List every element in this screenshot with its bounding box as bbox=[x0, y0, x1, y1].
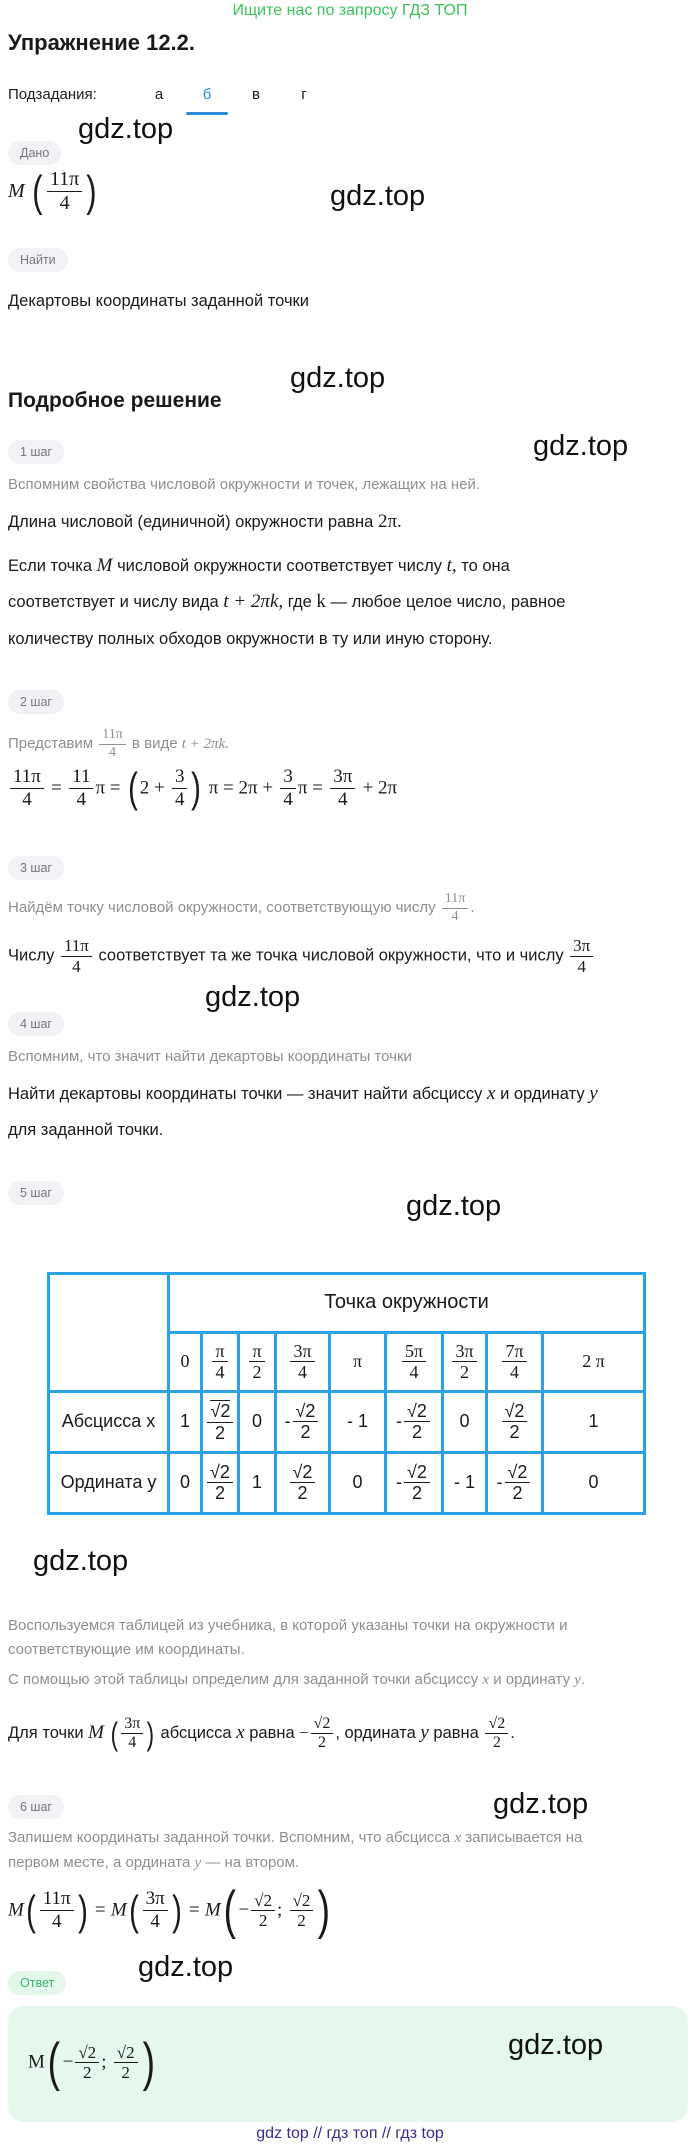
angle-3pi-4: $\frac{3\pi}{4}$ bbox=[276, 1332, 330, 1391]
x-pi-4: $\frac{√2}{2}$ bbox=[202, 1391, 239, 1452]
x-3pi-4: - $\frac{√2}{2}$ bbox=[276, 1391, 330, 1452]
step-2-chip: 2 шаг bbox=[8, 690, 64, 714]
step-1-line-2: Если точка M числовой окружности соответствует числу t, то она bbox=[8, 555, 510, 576]
step-5-chip: 5 шаг bbox=[8, 1181, 64, 1205]
step-6-hint-2: первом месте, а ордината y — на втором. bbox=[8, 1854, 300, 1871]
step-6-hint-1: Запишем координаты заданной точки. Вспомним, что абсцисса x записывается на bbox=[8, 1829, 583, 1846]
row-label-y: Ордината y bbox=[49, 1452, 169, 1513]
step-6-equation: M( $\frac{11\pi}{4}$ ) = M( $\frac{3\pi}{4}$ ) = M( − $\frac{√2}{2}$ ; $\frac{√2}{2}$ ) bbox=[8, 1881, 331, 1940]
y-5pi-4: - $\frac{√2}{2}$ bbox=[386, 1452, 443, 1513]
angle-3pi-2: $\frac{3\pi}{2}$ bbox=[443, 1332, 487, 1391]
step-1-line-4: количеству полных обходов окружности в ту или иную сторону. bbox=[8, 630, 493, 648]
step-1-chip: 1 шаг bbox=[8, 440, 64, 464]
y-2pi: 0 bbox=[543, 1452, 645, 1513]
tab-g[interactable]: г bbox=[301, 86, 307, 103]
watermark: gdz.top bbox=[290, 362, 386, 394]
table-row-x bbox=[49, 1391, 645, 1452]
y-3pi-2: - 1 bbox=[443, 1452, 487, 1513]
watermark: gdz.top bbox=[205, 981, 301, 1013]
footer: gdz top // гдз топ // гдз top bbox=[256, 2125, 444, 2142]
y-pi-2: 1 bbox=[239, 1452, 276, 1513]
step-1-hint: Вспомним свойства числовой окружности и точек, лежащих на ней. bbox=[8, 476, 481, 493]
angle-0: 0 bbox=[169, 1332, 202, 1391]
table-row-y bbox=[49, 1452, 645, 1513]
table-corner-cell bbox=[49, 1274, 169, 1392]
x-2pi: 1 bbox=[543, 1391, 645, 1452]
x-0: 1 bbox=[169, 1391, 202, 1452]
angle-pi: π bbox=[330, 1332, 386, 1391]
angle-pi-2: $\frac{\pi}{2}$ bbox=[239, 1332, 276, 1391]
x-3pi-2: 0 bbox=[443, 1391, 487, 1452]
active-tab-underline bbox=[186, 112, 228, 115]
step-1-line-3: соответствует и числу вида t + 2πk, где k — любое целое число, равное bbox=[8, 591, 566, 612]
given-formula: M ( $\frac{11\pi}{4}$ ) bbox=[8, 166, 97, 216]
angle-2pi: 2 π bbox=[543, 1332, 645, 1391]
watermark: gdz.top bbox=[493, 1788, 589, 1820]
watermark: gdz.top bbox=[33, 1545, 129, 1577]
y-7pi-4: - $\frac{√2}{2}$ bbox=[487, 1452, 543, 1513]
step-3-chip: 3 шаг bbox=[8, 856, 64, 880]
step-4-line-1: Найти декартовы координаты точки — значит найти абсциссу x и ординату y bbox=[8, 1083, 598, 1104]
step-4-line-2: для заданной точки. bbox=[8, 1121, 164, 1139]
subtasks-label: Подзадания: bbox=[8, 86, 97, 103]
top-banner: Ищите нас по запросу ГДЗ ТОП bbox=[232, 2, 468, 19]
y-pi: 0 bbox=[330, 1452, 386, 1513]
find-text: Декартовы координаты заданной точки bbox=[8, 292, 309, 310]
x-pi-2: 0 bbox=[239, 1391, 276, 1452]
step-4-chip: 4 шаг bbox=[8, 1012, 64, 1036]
unit-circle-table bbox=[47, 1272, 646, 1515]
table-header: Точка окружности bbox=[169, 1274, 645, 1333]
watermark: gdz.top bbox=[508, 2029, 604, 2061]
find-chip: Найти bbox=[8, 248, 68, 272]
exercise-title: Упражнение 12.2. bbox=[8, 30, 196, 55]
step-5-hint-3: С помощью этой таблицы определим для заданной точки абсциссу x и ординату y. bbox=[8, 1671, 586, 1688]
given-chip: Дано bbox=[8, 141, 61, 165]
y-pi-4: $\frac{√2}{2}$ bbox=[202, 1452, 239, 1513]
answer-chip: Ответ bbox=[8, 1971, 66, 1995]
step-3-hint: Найдём точку числовой окружности, соответствующую числу $\frac{11\pi}{4}$ . bbox=[8, 891, 475, 924]
solution-title: Подробное решение bbox=[8, 389, 222, 412]
watermark: gdz.top bbox=[138, 1951, 234, 1983]
tab-b[interactable]: б bbox=[202, 86, 212, 103]
step-1-line-1: Длина числовой (единичной) окружности равна 2π. bbox=[8, 511, 402, 532]
x-7pi-4: $\frac{√2}{2}$ bbox=[487, 1391, 543, 1452]
angle-7pi-4: $\frac{7\pi}{4}$ bbox=[487, 1332, 543, 1391]
watermark: gdz.top bbox=[78, 113, 174, 145]
step-5-hint-1: Воспользуемся таблицей из учебника, в которой указаны точки на окружности и bbox=[8, 1617, 568, 1634]
x-5pi-4: - $\frac{√2}{2}$ bbox=[386, 1391, 443, 1452]
step-4-hint: Вспомним, что значит найти декартовы координаты точки bbox=[8, 1048, 412, 1065]
x-pi: - 1 bbox=[330, 1391, 386, 1452]
row-label-x: Абсцисса x bbox=[49, 1391, 169, 1452]
watermark: gdz.top bbox=[330, 180, 426, 212]
y-0: 0 bbox=[169, 1452, 202, 1513]
step-2-hint: Представим $\frac{11\pi}{4}$ в виде t + 2πk. bbox=[8, 727, 229, 760]
angle-5pi-4: $\frac{5\pi}{4}$ bbox=[386, 1332, 443, 1391]
step-5-result: Для точки M ( $\frac{3\pi}{4}$ ) абсцисса x равна − $\frac{√2}{2}$ , ордината y равна $\frac{√2}{2}$ . bbox=[8, 1714, 515, 1752]
watermark: gdz.top bbox=[533, 430, 629, 462]
angle-pi-4: $\frac{\pi}{4}$ bbox=[202, 1332, 239, 1391]
tab-v[interactable]: в bbox=[252, 86, 260, 103]
step-6-chip: 6 шаг bbox=[8, 1795, 64, 1819]
step-2-equation: $\frac{11\pi}{4}$ = $\frac{11}{4}$ π = ( 2 + $\frac{3}{4}$ ) π = 2π + $\frac{3}{4}$ π = $\frac{3\pi}{4}$ + 2π bbox=[8, 766, 397, 811]
answer-box bbox=[8, 2006, 688, 2122]
y-3pi-4: $\frac{√2}{2}$ bbox=[276, 1452, 330, 1513]
watermark: gdz.top bbox=[406, 1190, 502, 1222]
step-3-line: Числу $\frac{11\pi}{4}$ соответствует та же точка числовой окружности, что и числу $\frac{3\pi}{4}$ bbox=[8, 936, 595, 976]
step-5-hint-2: соответствующие им координаты. bbox=[8, 1641, 245, 1658]
tab-a[interactable]: а bbox=[154, 86, 164, 103]
subtasks-bar bbox=[8, 84, 688, 116]
answer-formula: M( − $\frac{√2}{2}$ ; $\frac{√2}{2}$ ) bbox=[28, 2033, 155, 2092]
